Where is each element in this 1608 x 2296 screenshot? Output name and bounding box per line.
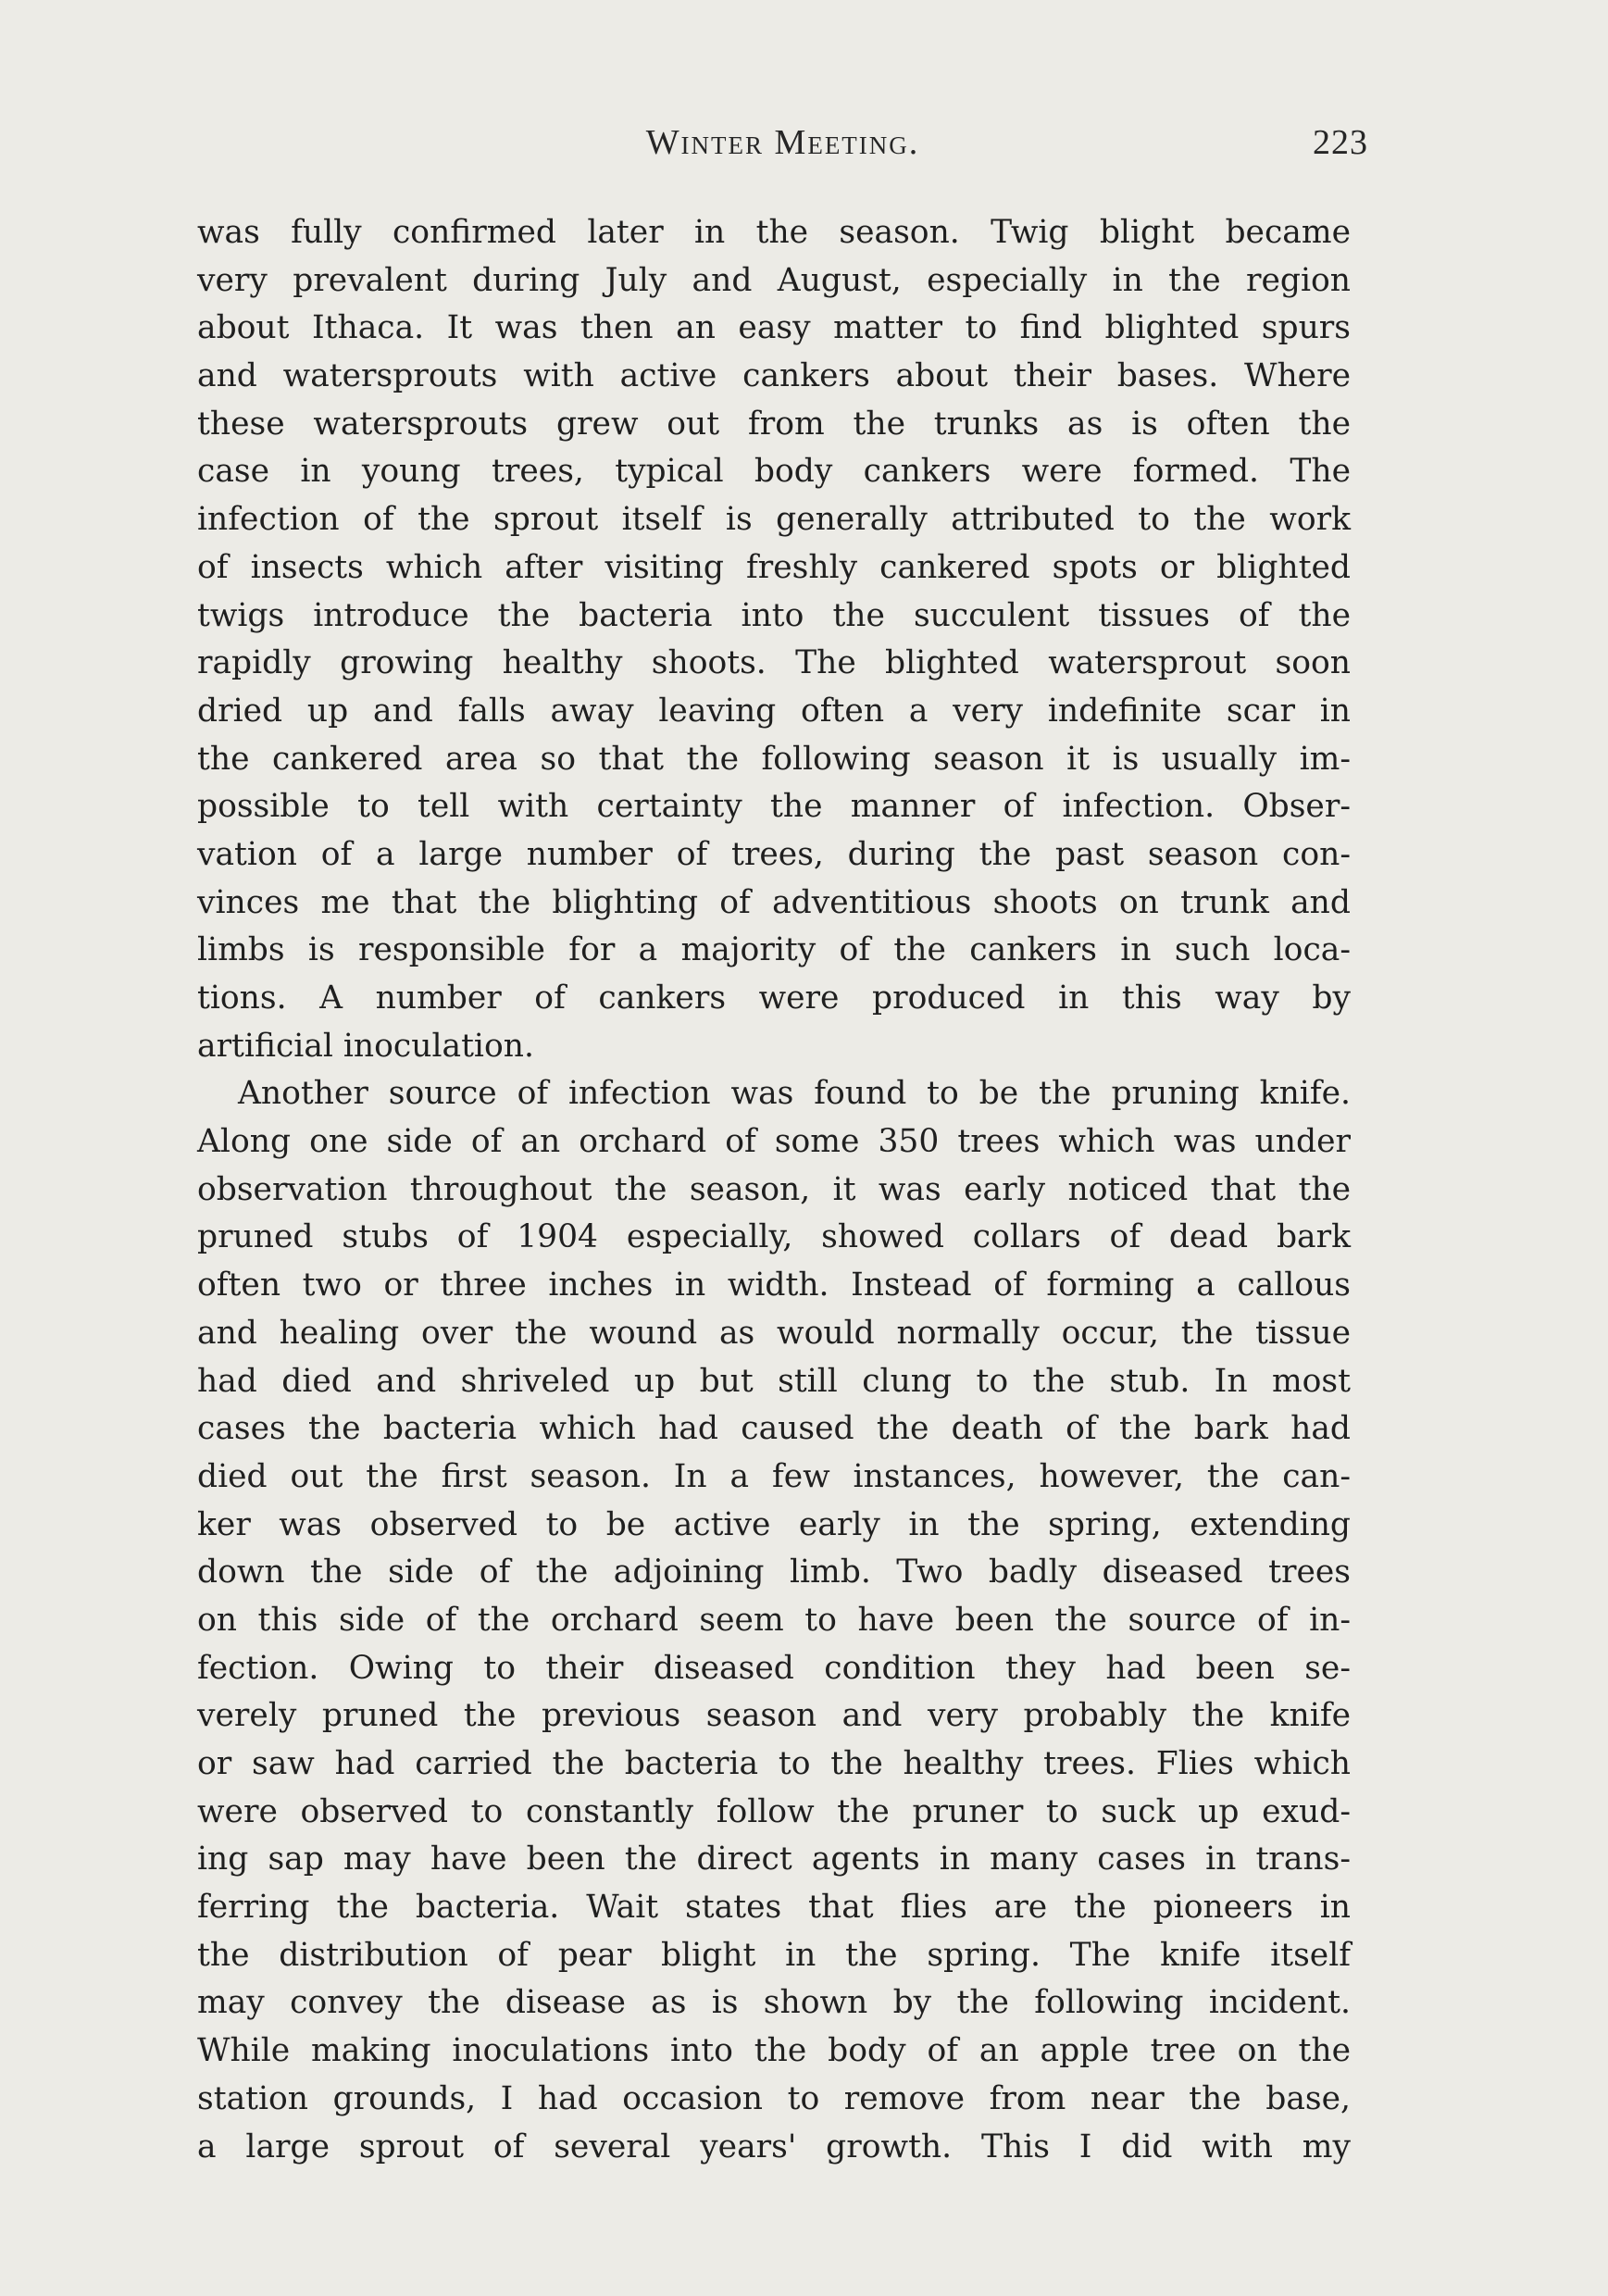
text-line: and healing over the wound as would normally occur, the tissue	[197, 1314, 1351, 1352]
text-line: ferring the bacteria. Wait states that flies are the pioneers in	[197, 1889, 1351, 1927]
text-line: pruned stubs of 1904 especially, showed collars of dead bark	[197, 1218, 1351, 1256]
page-number: 223	[1313, 123, 1368, 162]
text-line: the cankered area so that the following season it is usually im-	[197, 740, 1351, 778]
text-line: tions. A number of cankers were produced in this way by	[197, 980, 1351, 1017]
text-line: vinces me that the blighting of adventitious shoots on trunk and	[197, 883, 1351, 921]
text-line: case in young trees, typical body cankers were formed. The	[197, 453, 1351, 491]
text-line: died out the first season. In a few instances, however, the can-	[197, 1457, 1351, 1495]
text-line: were observed to constantly follow the pruner to suck up exud-	[197, 1792, 1351, 1830]
text-line: about Ithaca. It was then an easy matter to find blighted spurs	[197, 309, 1351, 347]
body-text	[197, 209, 1351, 2171]
text-line: down the side of the adjoining limb. Two badly diseased trees	[197, 1554, 1351, 1591]
text-line: fection. Owing to their diseased condition they had been se-	[197, 1649, 1351, 1687]
text-line: often two or three inches in width. Instead of forming a callous	[197, 1267, 1351, 1304]
text-line: infection of the sprout itself is generally attributed to the work	[197, 501, 1351, 539]
text-line: rapidly growing healthy shoots. The blighted watersprout soon	[197, 644, 1351, 682]
text-line: these watersprouts grew out from the trunks as is often the	[197, 405, 1351, 443]
text-line: Along one side of an orchard of some 350 trees which was under	[197, 1123, 1351, 1161]
text-line: dried up and falls away leaving often a very indefinite scar in	[197, 692, 1351, 730]
text-line: cases the bacteria which had caused the death of the bark had	[197, 1410, 1351, 1448]
text-line: ing sap may have been the direct agents in many cases in trans-	[197, 1841, 1351, 1878]
running-header	[197, 122, 1368, 168]
text-line: twigs introduce the bacteria into the succulent tissues of the	[197, 596, 1351, 634]
text-line: verely pruned the previous season and very probably the knife	[197, 1697, 1351, 1735]
text-line: a large sprout of several years' growth. This I did with my	[197, 2128, 1351, 2165]
text-line: ker was observed to be active early in the spring, extending	[197, 1505, 1351, 1543]
text-line: very prevalent during July and August, especially in the region	[197, 261, 1351, 299]
text-line: limbs is responsible for a majority of the cankers in such loca-	[197, 931, 1351, 969]
text-line: and watersprouts with active cankers about their bases. Where	[197, 357, 1351, 395]
text-line: had died and shriveled up but still clung to the stub. In most	[197, 1362, 1351, 1400]
text-line: Another source of infection was found to be the pruning knife.	[238, 1075, 1351, 1113]
paragraph-2	[197, 1070, 1351, 2171]
text-line: observation throughout the season, it was early noticed that the	[197, 1170, 1351, 1208]
running-title: Winter Meeting.	[645, 123, 920, 162]
text-line: vation of a large number of trees, during the past season con-	[197, 835, 1351, 873]
text-line: or saw had carried the bacteria to the healthy trees. Flies which	[197, 1745, 1351, 1782]
text-line: artificial inoculation.	[197, 1027, 534, 1065]
text-line: the distribution of pear blight in the spring. The knife itself	[197, 1936, 1351, 1974]
text-line: may convey the disease as is shown by the following incident.	[197, 1984, 1351, 2022]
text-line: on this side of the orchard seem to have been the source of in-	[197, 1601, 1351, 1639]
text-line: of insects which after visiting freshly cankered spots or blighted	[197, 548, 1351, 586]
text-line: While making inoculations into the body of an apple tree on the	[197, 2032, 1351, 2070]
text-line: possible to tell with certainty the manner of infection. Obser-	[197, 788, 1351, 826]
paragraph-1	[197, 209, 1351, 1070]
text-line: station grounds, I had occasion to remove from near the base,	[197, 2079, 1351, 2117]
text-line: was fully confirmed later in the season. Twig blight became	[197, 214, 1351, 251]
